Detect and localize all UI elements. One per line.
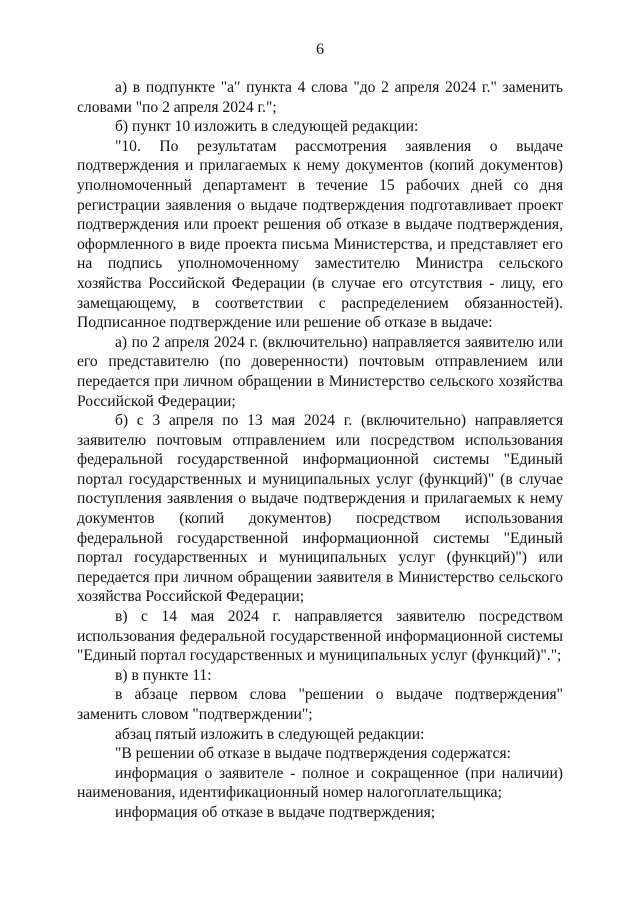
page-number: 6 xyxy=(316,41,324,58)
paragraph-point-10-intro: б) пункт 10 изложить в следующей редакции: xyxy=(115,118,419,136)
paragraph-point-11-intro: в) в пункте 11: xyxy=(115,666,212,684)
document-body xyxy=(77,78,563,823)
paragraph-amend-subpoint-a: а) в подпункте "а" пункта 4 слова "до 2 апреля 2024 г." заменить словами "по 2 апреля 2024 г."; xyxy=(77,79,563,116)
paragraph-subpoint-a: а) по 2 апреля 2024 г. (включительно) направляется заявителю или его представителю (по доверенности) почтовым отправлением или передается при личном обращении в Министерство сельского хозяйства Российской Федерации; xyxy=(77,333,563,410)
paragraph-subpoint-b: б) с 3 апреля по 13 мая 2024 г. (включительно) направляется заявителю почтовым отправлением или посредством использования федеральной государственной информационной системы "Единый портал государственных и муниципальных услуг (функций)" (в случае поступления заявления о выдаче подтверждения и прилагаемых к нему документов (копий документов) посредством использования федеральной государственной информационной системы "Единый портал государственных и муниципальных услуг (функций)") или передается при личном обращении заявителя в Министерство сельского хозяйства Российской Федерации; xyxy=(77,412,563,606)
paragraph-point-10-text: "10. По результатам рассмотрения заявления о выдаче подтверждения и прилагаемых к нему документов (копий документов) уполномоченный департамент в течение 15 рабочих дней со дня регистрации заявления о выдаче подтверждения подготавливает проект подтверждения или проект решения об отказе в выдаче подтверждения, оформленного в виде проекта письма Министерства, и представляет его на подпись уполномоченному заместителю Министра сельского хозяйства Российской Федерации (в случае его отсутствия - лицу, его замещающему, в соответствии с распределением обязанностей). Подписанное подтверждение или решение об отказе в выдаче: xyxy=(77,137,563,332)
paragraph-refusal-contents: "В решении об отказе в выдаче подтверждения содержатся: xyxy=(115,745,511,763)
paragraph-applicant-info: информация о заявителе - полное и сокращенное (при наличии) наименования, идентификационный номер налогоплательщика; xyxy=(77,764,563,802)
paragraph-fifth-abzac-intro: абзац пятый изложить в следующей редакции: xyxy=(115,725,425,743)
paragraph-first-abzac: в абзаце первом слова "решении о выдаче подтверждения" заменить словом "подтверждении"; xyxy=(77,686,563,723)
paragraph-refusal-info: информация об отказе в выдаче подтверждения; xyxy=(115,803,436,821)
paragraph-subpoint-v: в) с 14 мая 2024 г. направляется заявителю посредством использования федеральной государственной информационной системы "Единый портал государственных и муниципальных услуг (функций)"."; xyxy=(77,608,563,665)
